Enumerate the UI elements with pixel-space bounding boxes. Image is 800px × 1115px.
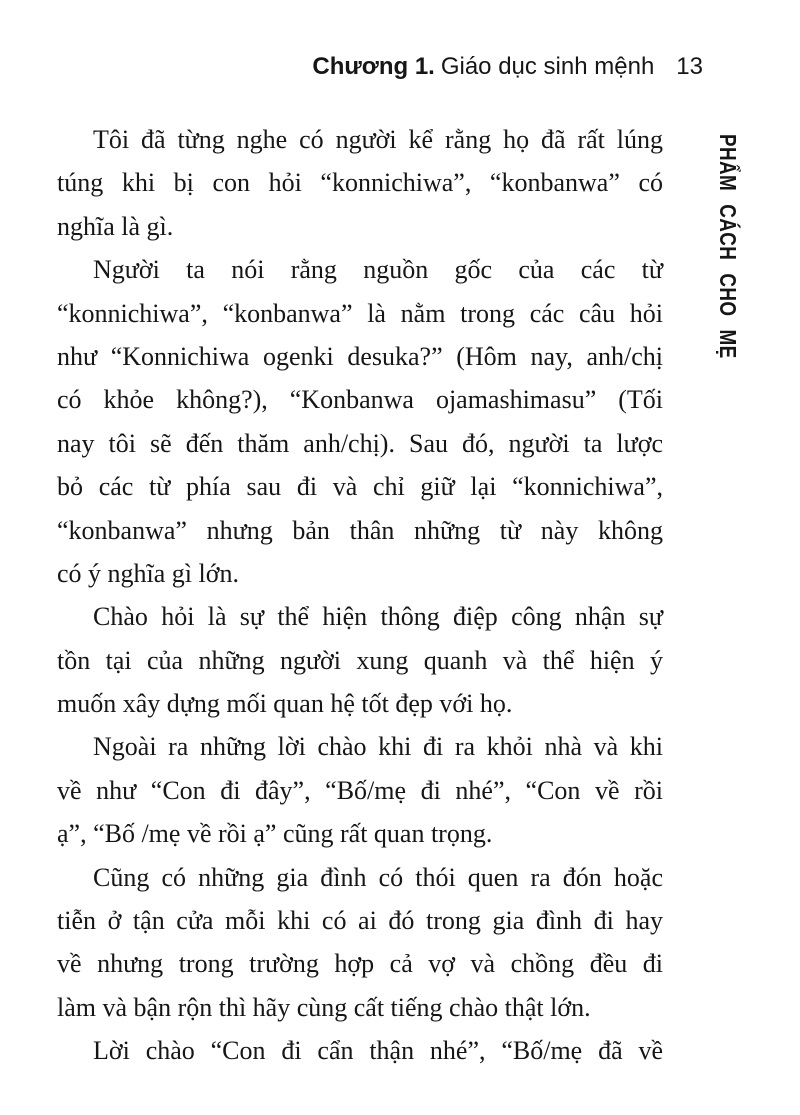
text-line: về nhưng trong trường hợp cả vợ và chồng đều đi	[57, 949, 663, 979]
text-line: “konnichiwa”, “konbanwa” là nằm trong các câu hỏi	[57, 298, 663, 328]
text-line: muốn xây dựng mối quan hệ tốt đẹp với họ.	[57, 689, 513, 719]
text-line: Lời chào “Con đi cẩn thận nhé”, “Bố/mẹ đã về	[93, 1036, 663, 1066]
page-number: 13	[676, 53, 703, 80]
running-header	[312, 53, 703, 81]
paragraph	[57, 595, 663, 725]
paragraph	[57, 856, 663, 1030]
paragraph	[57, 248, 663, 595]
text-line: như “Konnichiwa ogenki desuka?” (Hôm nay, anh/chị	[57, 341, 663, 371]
text-line: Cũng có những gia đình có thói quen ra đón hoặc	[93, 862, 663, 892]
text-line: Tôi đã từng nghe có người kể rằng họ đã rất lúng	[93, 125, 663, 154]
paragraph	[57, 725, 663, 855]
fore-edge-book-title-text: PHẨM CÁCH CHO MẸ	[715, 134, 741, 359]
chapter-label: Chương 1.	[312, 53, 435, 80]
text-line: có khỏe không?), “Konbanwa ojamashimasu” (Tối	[57, 385, 663, 415]
text-line: nghĩa là gì.	[57, 211, 174, 241]
paragraph	[57, 1029, 663, 1072]
text-line: Người ta nói rằng nguồn gốc của các từ	[93, 255, 663, 285]
fore-edge-book-title	[714, 134, 741, 379]
body-text	[57, 118, 663, 1073]
text-line: tiễn ở tận cửa mỗi khi có ai đó trong gia đình đi hay	[57, 906, 663, 936]
text-line: Chào hỏi là sự thể hiện thông điệp công nhận sự	[93, 602, 663, 632]
text-line: “konbanwa” nhưng bản thân những từ này không	[57, 515, 663, 545]
chapter-title: Giáo dục sinh mệnh	[440, 53, 655, 80]
text-line: ạ”, “Bố /mẹ về rồi ạ” cũng rất quan trọng.	[57, 819, 493, 849]
text-line: nay tôi sẽ đến thăm anh/chị). Sau đó, người ta lược	[57, 428, 663, 458]
text-line: Ngoài ra những lời chào khi đi ra khỏi nhà và khi	[93, 732, 663, 762]
text-line: bỏ các từ phía sau đi và chỉ giữ lại “konnichiwa”,	[57, 472, 663, 502]
text-line: tồn tại của những người xung quanh và thể hiện ý	[57, 645, 663, 675]
paragraph	[57, 118, 663, 248]
text-line: túng khi bị con hỏi “konnichiwa”, “konbanwa” có	[57, 168, 663, 198]
text-line: làm và bận rộn thì hãy cùng cất tiếng chào thật lớn.	[57, 992, 591, 1022]
text-line: có ý nghĩa gì lớn.	[57, 558, 239, 588]
text-line: về như “Con đi đây”, “Bố/mẹ đi nhé”, “Con về rồi	[57, 775, 663, 805]
